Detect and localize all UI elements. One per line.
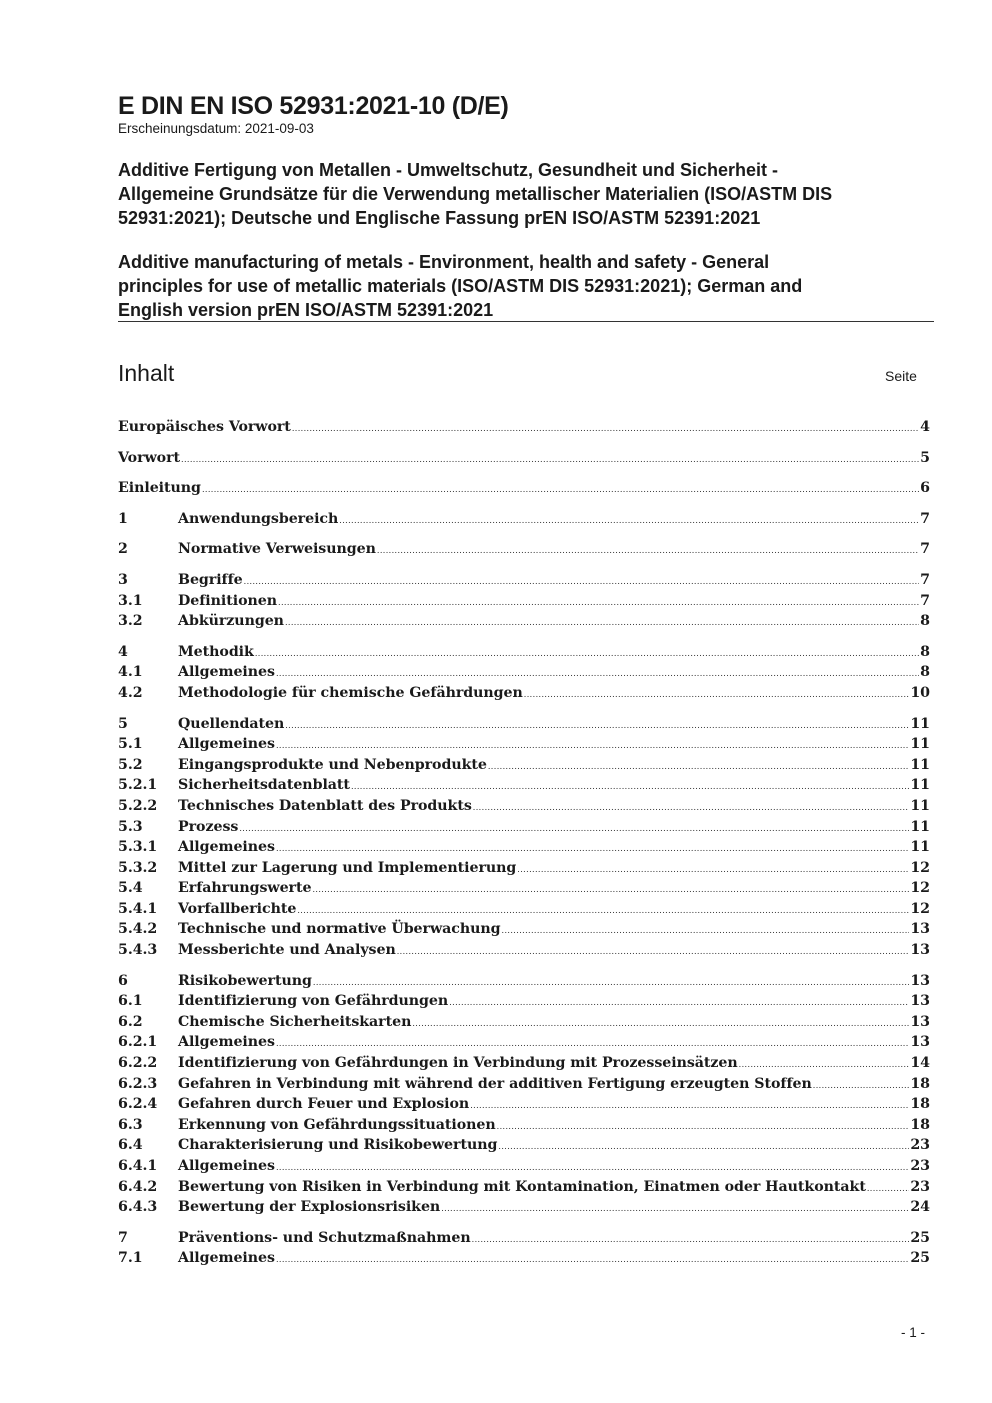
toc-entry-page: 18 (910, 1116, 930, 1133)
toc-entry-page: 18 (910, 1096, 930, 1113)
title-english-line: English version prEN ISO/ASTM 52391:2021 (118, 300, 494, 320)
toc-entry-title: Risikobewertung (178, 972, 312, 989)
toc-entry[interactable] (118, 1012, 930, 1033)
toc-entry-number: 6.2 (118, 1013, 143, 1030)
toc-dot-leader (473, 798, 910, 819)
toc-dot-leader (285, 716, 909, 737)
toc-entry-page: 24 (910, 1199, 930, 1216)
title-english (118, 250, 933, 322)
toc-dot-leader (498, 1137, 909, 1158)
toc-entry-title: Technisches Datenblatt des Produkts (178, 797, 472, 814)
toc-entry-title: Allgemeines (178, 1034, 275, 1051)
toc-entry[interactable] (118, 539, 930, 560)
toc-entry[interactable] (118, 1156, 930, 1177)
toc-entry-page: 23 (910, 1158, 930, 1174)
toc-dot-leader (276, 1034, 909, 1055)
toc-entry-number: 5.2 (118, 756, 143, 773)
toc-entry-title: Messberichte und Analysen (178, 942, 396, 959)
toc-entry-title: Methodologie für chemische Gefährdungen (178, 684, 523, 701)
toc-dot-leader (312, 880, 909, 901)
toc-dot-leader (813, 1076, 910, 1097)
toc-dot-leader (502, 921, 910, 942)
table-of-contents (118, 417, 930, 1269)
toc-entry[interactable] (118, 1177, 930, 1198)
toc-entry-page: 7 (920, 592, 930, 609)
toc-dot-leader (739, 1055, 910, 1076)
toc-entry-page: 14 (910, 1055, 930, 1072)
toc-entry-page: 13 (910, 1013, 930, 1030)
toc-dot-leader (449, 993, 909, 1014)
toc-entry-page: 11 (910, 839, 930, 856)
toc-entry[interactable] (118, 509, 930, 530)
toc-page-label: Seite (885, 368, 917, 384)
toc-entry-number: 6.2.4 (118, 1096, 158, 1113)
toc-entry[interactable] (118, 734, 930, 755)
toc-entry-number: 6.2.3 (118, 1075, 158, 1092)
toc-entry[interactable] (118, 991, 930, 1012)
title-german-line: 52931:2021); Deutsche und Englische Fassung prEN ISO/ASTM 52391:2021 (118, 208, 761, 228)
toc-entry[interactable] (118, 1115, 930, 1136)
toc-entry-page: 18 (910, 1075, 930, 1092)
toc-entry[interactable] (118, 919, 930, 940)
toc-entry[interactable] (118, 448, 930, 469)
toc-entry-number: 4.2 (118, 684, 143, 701)
toc-entry-title: Identifizierung von Gefährdungen in Verbindung mit Prozesseinsätzen (178, 1055, 738, 1072)
toc-entry-number: 5 (118, 715, 128, 732)
toc-entry[interactable] (118, 1074, 930, 1095)
toc-dot-leader (276, 1250, 909, 1271)
toc-entry-title: Bewertung der Explosionsrisiken (178, 1199, 441, 1216)
toc-entry-title: Quellendaten (178, 715, 285, 732)
toc-entry-number: 7.1 (118, 1250, 143, 1267)
toc-dot-leader (351, 777, 909, 798)
toc-entry[interactable] (118, 1032, 930, 1053)
toc-entry-title: Gefahren in Verbindung mit während der additiven Fertigung erzeugten Stoffen (178, 1075, 812, 1092)
toc-entry[interactable] (118, 714, 930, 735)
toc-entry-title: Europäisches Vorwort (118, 419, 291, 435)
toc-entry[interactable] (118, 478, 930, 499)
toc-entry-title: Begriffe (178, 571, 243, 588)
toc-entry-page: 13 (910, 942, 930, 959)
toc-entry[interactable] (118, 591, 930, 612)
toc-dot-leader (497, 1117, 910, 1138)
toc-entry[interactable] (118, 611, 930, 632)
toc-entry-page: 13 (910, 972, 930, 989)
toc-entry[interactable] (118, 417, 930, 438)
title-german-line: Additive Fertigung von Metallen - Umweltschutz, Gesundheit und Sicherheit - (118, 160, 779, 180)
toc-entry-title: Bewertung von Risiken in Verbindung mit Kontamination, Einatmen oder Hautkontakt (178, 1178, 866, 1195)
toc-entry-page: 6 (920, 480, 930, 497)
toc-entry-title: Methodik (178, 643, 254, 660)
toc-entry[interactable] (118, 570, 930, 591)
toc-dot-leader (517, 860, 909, 881)
toc-entry[interactable] (118, 858, 930, 879)
toc-entry-number: 5.4.2 (118, 921, 158, 938)
toc-entry-title: Anwendungsbereich (178, 510, 339, 527)
toc-entry[interactable] (118, 1135, 930, 1156)
toc-heading: Inhalt (118, 360, 175, 386)
toc-dot-leader (292, 419, 919, 440)
toc-entry-page: 12 (910, 900, 930, 917)
toc-entry-number: 6.4.3 (118, 1199, 158, 1216)
toc-entry-page: 11 (910, 797, 930, 814)
publication-date: Erscheinungsdatum: 2021-09-03 (118, 121, 314, 136)
toc-entry-number: 6.4 (118, 1137, 143, 1154)
toc-entry-title: Mittel zur Lagerung und Implementierung (178, 859, 517, 876)
toc-dot-leader (276, 736, 909, 757)
toc-dot-leader (181, 450, 919, 471)
toc-entry-title: Erfahrungswerte (178, 880, 312, 897)
toc-entry-number: 5.2.1 (118, 777, 158, 794)
toc-entry-number: 5.4 (118, 880, 143, 897)
toc-entry-title: Prozess (178, 818, 239, 835)
toc-dot-leader (488, 757, 909, 778)
toc-dot-leader (244, 572, 920, 593)
toc-entry-page: 8 (920, 643, 930, 660)
toc-entry-title: Einleitung (118, 480, 201, 497)
toc-entry[interactable] (118, 1053, 930, 1074)
toc-entry-page: 11 (910, 818, 930, 835)
toc-entry-title: Abkürzungen (178, 613, 284, 630)
toc-dot-leader (297, 901, 909, 922)
toc-entry-title: Allgemeines (178, 1250, 275, 1267)
toc-entry[interactable] (118, 971, 930, 992)
toc-entry-title: Allgemeines (178, 664, 275, 681)
title-english-line: principles for use of metallic materials (ISO/ASTM DIS 52931:2021); German and (118, 276, 803, 296)
toc-entry-page: 11 (910, 736, 930, 753)
toc-entry-number: 5.4.1 (118, 900, 158, 917)
toc-entry[interactable] (118, 1197, 930, 1218)
page-number: - 1 - (901, 1325, 926, 1340)
toc-entry-number: 6.2.1 (118, 1034, 158, 1051)
toc-entry-number: 5.3.1 (118, 839, 158, 856)
toc-entry-page: 7 (920, 571, 930, 588)
toc-entry-title: Allgemeines (178, 736, 275, 753)
toc-entry-page: 12 (910, 859, 930, 876)
toc-dot-leader (472, 1230, 910, 1251)
toc-entry-number: 4.1 (118, 664, 143, 681)
toc-entry-page: 11 (910, 756, 930, 773)
toc-entry-title: Identifizierung von Gefährdungen (178, 993, 449, 1010)
toc-dot-leader (278, 593, 919, 614)
toc-entry-page: 13 (910, 921, 930, 938)
toc-dot-leader (470, 1096, 909, 1117)
toc-entry-number: 4 (118, 643, 128, 660)
toc-entry[interactable] (118, 1094, 930, 1115)
toc-entry-title: Vorwort (118, 449, 180, 466)
toc-dot-leader (441, 1199, 909, 1220)
toc-dot-leader (867, 1179, 910, 1200)
toc-entry-page: 23 (910, 1137, 930, 1154)
toc-entry[interactable] (118, 796, 930, 817)
toc-entry-number: 6.3 (118, 1116, 143, 1133)
toc-entry-page: 7 (920, 510, 930, 527)
toc-entry-page: 23 (910, 1178, 930, 1195)
toc-entry-title: Technische und normative Überwachung (178, 921, 501, 938)
toc-entry-page: 25 (910, 1250, 930, 1267)
title-german (118, 158, 933, 230)
toc-dot-leader (276, 664, 919, 685)
toc-entry-page: 5 (920, 449, 930, 466)
toc-entry-number: 5.2.2 (118, 797, 158, 814)
toc-entry-number: 7 (118, 1229, 128, 1246)
title-english-line: Additive manufacturing of metals - Environment, health and safety - General (118, 252, 770, 272)
toc-entry-number: 6.4.1 (118, 1158, 158, 1174)
toc-dot-leader (339, 511, 919, 532)
toc-entry-number: 5.1 (118, 736, 143, 753)
toc-entry-page: 11 (910, 715, 930, 732)
toc-entry-title: Allgemeines (178, 1158, 275, 1174)
toc-entry-number: 6.4.2 (118, 1178, 158, 1195)
toc-entry-number: 6.1 (118, 993, 143, 1010)
toc-dot-leader (377, 541, 919, 562)
toc-entry-number: 2 (118, 541, 128, 558)
toc-entry[interactable] (118, 878, 930, 899)
toc-entry[interactable] (118, 642, 930, 663)
toc-entry[interactable] (118, 817, 930, 838)
toc-entry-number: 3.2 (118, 613, 143, 630)
toc-entry-title: Definitionen (178, 592, 277, 609)
toc-entry-page: 4 (920, 419, 930, 435)
toc-entry-title: Allgemeines (178, 839, 275, 856)
toc-entry-number: 5.3.2 (118, 859, 158, 876)
toc-entry-page: 13 (910, 993, 930, 1010)
toc-entry-number: 5.3 (118, 818, 143, 835)
toc-entry-title: Chemische Sicherheitskarten (178, 1013, 412, 1030)
toc-entry-title: Erkennung von Gefährdungssituationen (178, 1116, 496, 1133)
toc-entry[interactable] (118, 1248, 930, 1269)
toc-dot-leader (239, 819, 909, 840)
toc-entry[interactable] (118, 755, 930, 776)
toc-entry-page: 12 (910, 880, 930, 897)
title-german-line: Allgemeine Grundsätze für die Verwendung metallischer Materialien (ISO/ASTM DIS (118, 184, 833, 204)
toc-entry-number: 3.1 (118, 592, 143, 609)
toc-entry-number: 5.4.3 (118, 942, 158, 959)
toc-dot-leader (285, 613, 919, 634)
toc-entry-number: 6.2.2 (118, 1055, 158, 1072)
toc-dot-leader (276, 839, 909, 860)
toc-entry[interactable] (118, 1228, 930, 1249)
toc-entry-page: 8 (920, 664, 930, 681)
toc-dot-leader (276, 1158, 909, 1179)
document-id: E DIN EN ISO 52931:2021-10 (D/E) (118, 92, 509, 120)
toc-entry[interactable] (118, 899, 930, 920)
toc-entry-number: 3 (118, 571, 128, 588)
toc-entry-page: 25 (910, 1229, 930, 1246)
toc-entry-page: 7 (920, 541, 930, 558)
toc-entry-title: Gefahren durch Feuer und Explosion (178, 1096, 470, 1113)
toc-entry-title: Eingangsprodukte und Nebenprodukte (178, 756, 487, 773)
toc-entry[interactable] (118, 775, 930, 796)
toc-entry-title: Sicherheitsdatenblatt (178, 777, 350, 794)
toc-entry-title: Präventions- und Schutzmaßnahmen (178, 1229, 471, 1246)
toc-dot-leader (412, 1014, 909, 1035)
toc-entry-page: 8 (920, 613, 930, 630)
toc-entry-page: 10 (910, 684, 930, 701)
toc-entry-title: Charakterisierung und Risikobewertung (178, 1137, 498, 1154)
toc-entry-title: Normative Verweisungen (178, 541, 376, 558)
toc-entry[interactable] (118, 683, 930, 704)
toc-entry-number: 1 (118, 510, 128, 527)
toc-entry[interactable] (118, 662, 930, 683)
toc-entry[interactable] (118, 940, 930, 961)
toc-entry-page: 13 (910, 1034, 930, 1051)
toc-dot-leader (255, 644, 919, 665)
toc-entry[interactable] (118, 837, 930, 858)
title-divider (118, 321, 934, 322)
toc-dot-leader (524, 685, 910, 706)
toc-dot-leader (397, 942, 910, 963)
toc-entry-title: Vorfallberichte (178, 900, 297, 917)
toc-dot-leader (313, 973, 909, 994)
toc-entry-page: 11 (910, 777, 930, 794)
toc-entry-number: 6 (118, 972, 128, 989)
toc-dot-leader (202, 480, 919, 501)
